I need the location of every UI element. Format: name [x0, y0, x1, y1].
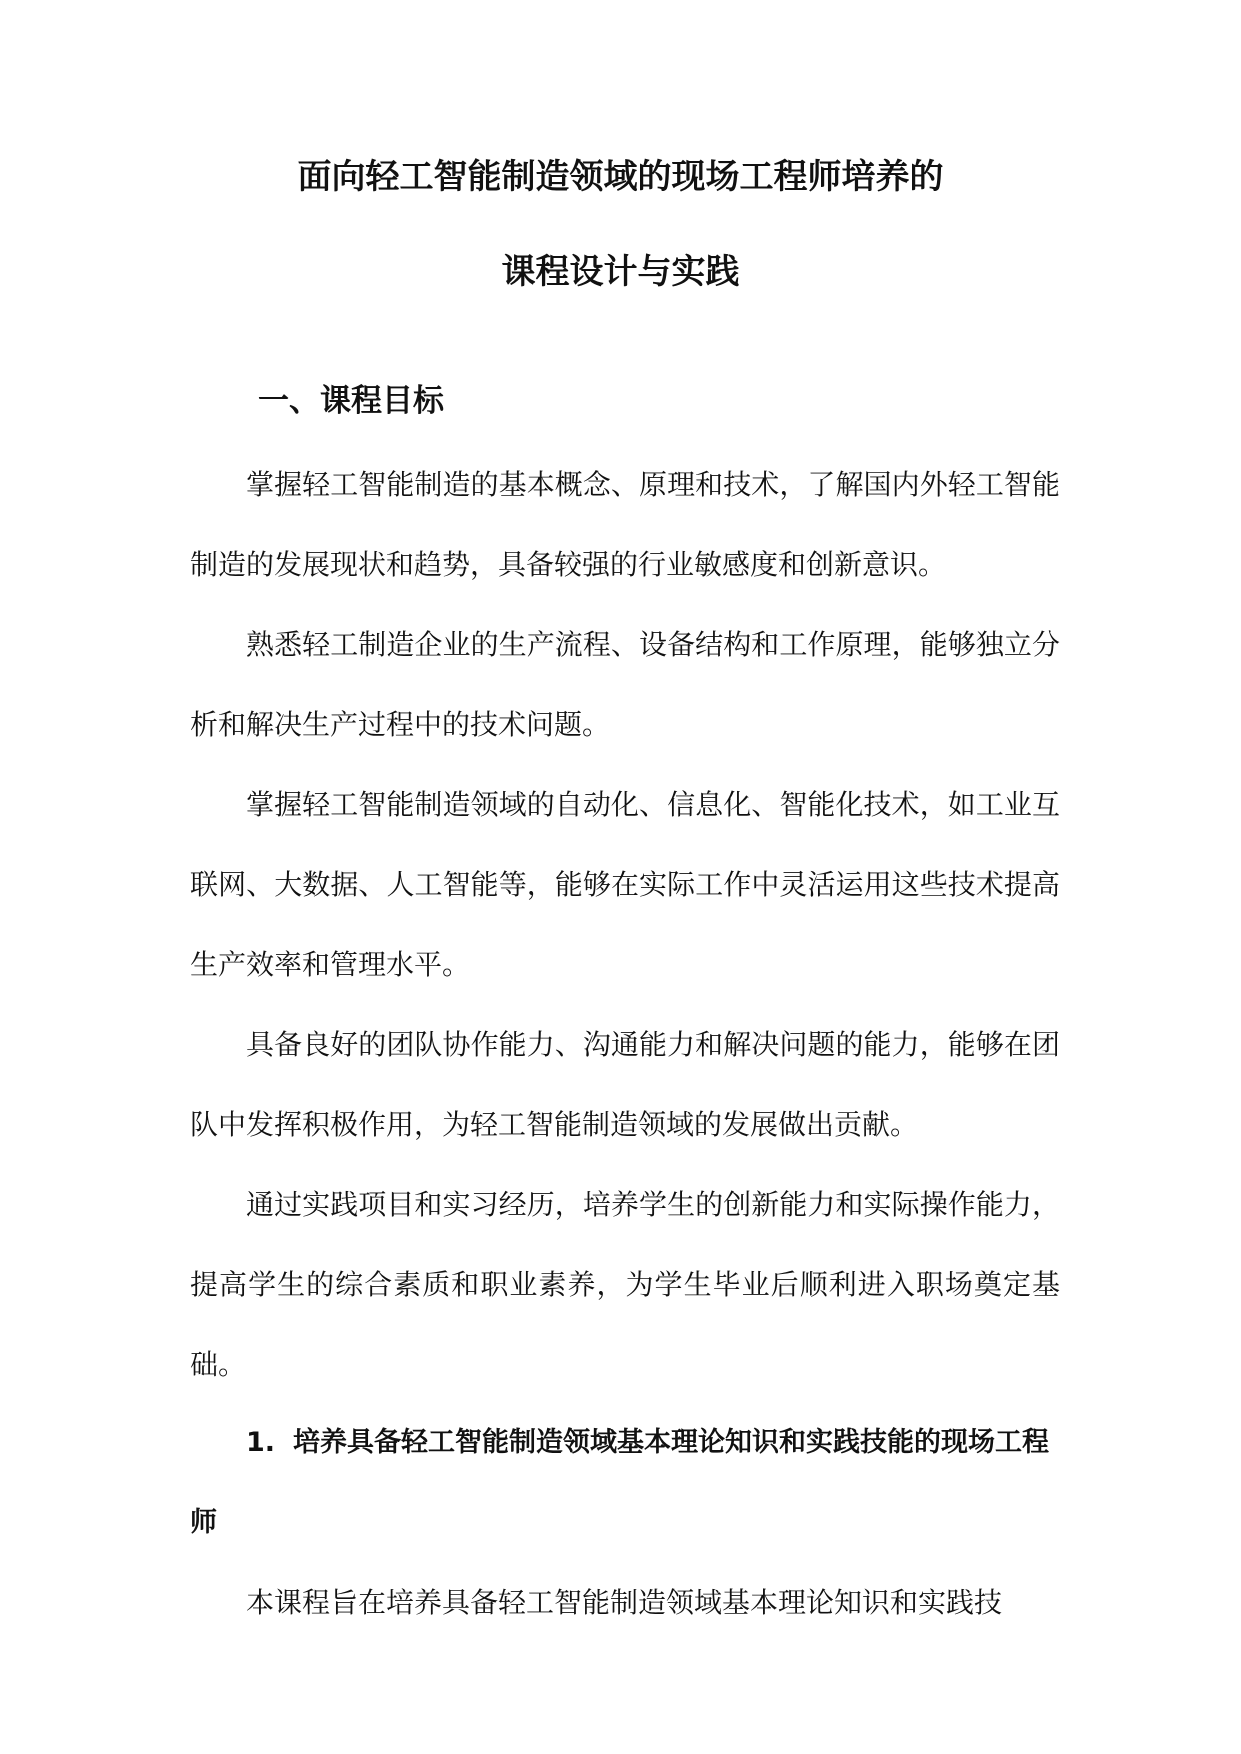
document-title-line-1: 面向轻工智能制造领域的现场工程师培养的	[297, 157, 944, 197]
subsection-number: 1.	[246, 1427, 276, 1458]
subsection-heading-1	[190, 1403, 1060, 1563]
paragraph-4: 具备良好的团队协作能力、沟通能力和解决问题的能力，能够在团队中发挥积极作用，为轻工智能制造领域的发展做出贡献。	[190, 1028, 1060, 1141]
paragraph-1: 掌握轻工智能制造的基本概念、原理和技术，了解国内外轻工智能制造的发展现状和趋势，具备较强的行业敏感度和创新意识。	[190, 468, 1060, 581]
document-title-line-2: 课程设计与实践	[501, 252, 740, 292]
paragraph-5: 通过实践项目和实习经历，培养学生的创新能力和实际操作能力，提高学生的综合素质和职业素养，为学生毕业后顺利进入职场奠定基础。	[190, 1188, 1060, 1381]
paragraph-6: 本课程旨在培养具备轻工智能制造领域基本理论知识和实践技	[246, 1586, 1003, 1619]
paragraph-3: 掌握轻工智能制造领域的自动化、信息化、智能化技术，如工业互联网、大数据、人工智能等，能够在实际工作中灵活运用这些技术提高生产效率和管理水平。	[190, 788, 1060, 981]
paragraph-2: 熟悉轻工制造企业的生产流程、设备结构和工作原理，能够独立分析和解决生产过程中的技术问题。	[190, 628, 1060, 741]
subsection-heading-text: 培养具备轻工智能制造领域基本理论知识和实践技能的现场工程师	[190, 1427, 1050, 1538]
section-heading-course-objectives: 一、课程目标	[258, 383, 444, 419]
